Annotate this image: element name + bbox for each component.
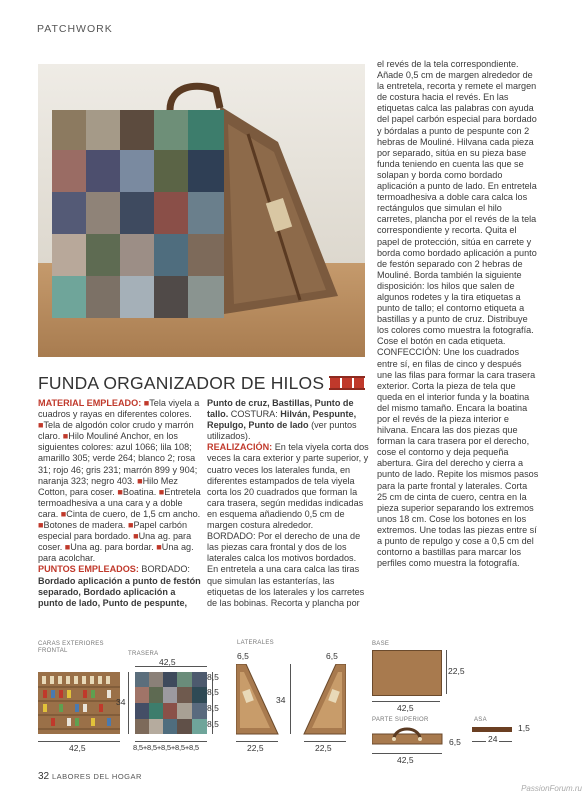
section-header: PATCHWORK xyxy=(37,23,113,35)
patchwork-grid xyxy=(52,110,224,318)
page-number: 32 xyxy=(38,771,50,782)
sides-pattern-diagram xyxy=(236,664,346,736)
back-row-1: 8,5 xyxy=(207,672,219,682)
spool-icons xyxy=(329,373,365,393)
back-label: TRASERA xyxy=(128,651,159,657)
top-pattern-diagram xyxy=(372,724,444,746)
back-width: 42,5 xyxy=(159,657,176,667)
handle-height: 1,5 xyxy=(518,723,530,733)
side-height: 34 xyxy=(276,695,286,705)
back-columns: 8,5+8,5+8,5+8,5+8,5 xyxy=(133,743,199,752)
base-height: 22,5 xyxy=(448,666,465,676)
back-row-4: 8,5 xyxy=(207,719,219,729)
top-width: 42,5 xyxy=(397,755,414,765)
handle-pattern xyxy=(472,727,512,732)
materials-column: MATERIAL EMPLEADO: ■Tela viyela a cuadros y rayas en diferentes colores. ■Tela de algodón color crudo y marrón claro. ■Hilo Mouliné Anchor, en los siguientes colores: azul 1066; lila 108; amarillo 305; verde 264; blanco 2; rosa 31; rojo 46; gris 231; marrón 899 y 904; naranja 323; negro 403. ■Hilo Mez Cotton, para coser. ■Boatina. ■Entretela termoadhesiva a una cara y a doble cara. ■Cinta de cuero, de 1,5 cm ancho. ■Botones de madera. ■Papel carbón especial para bordado. ■Una ag. para coser. ■Una ag. para bordar. ■Una ag. para acolchar. PUNTOS EMPLEADOS: BORDADO: Bordado aplicación a punto de festón separado, Bordado aplicación a punto de lado, Punto de pespunte, xyxy=(38,398,201,608)
sides-label: LATERALES xyxy=(237,640,274,646)
handle-label: ASA xyxy=(474,717,487,723)
base-label: BASE xyxy=(372,641,390,647)
watermark: PassionForum.ru xyxy=(521,784,582,793)
base-pattern xyxy=(372,650,442,696)
back-row-2: 8,5 xyxy=(207,687,219,697)
front-width: 42,5 xyxy=(69,743,86,753)
product-photo xyxy=(38,64,365,357)
base-width: 42,5 xyxy=(397,703,414,713)
side-left-top: 6,5 xyxy=(237,651,249,661)
back-row-3: 8,5 xyxy=(207,703,219,713)
side-right-top: 6,5 xyxy=(326,651,338,661)
instructions-column-2: el revés de la tela correspondiente. Añade 0,5 cm de margen alrededor de la entretela, recorta y remete el margen de costura hacia el revés. En las etiquetas calca las palabras con ayuda del papel carbón especial para bordado y bórdalas a punto de pespunte con 2 hebras de Mouliné. Hilvana cada pieza por separado, sitúa en su pieza base funda teniendo en cuenta las que se solapan y borda como bordado aplicación a punto de lado. En entretela termoadhesiva a doble cara calca los rectángulos que simulan el hilo carretes, plancha por el revés de la tela correspondiente y recorta. Quita el papel de protección, sitúa en carrete y borda como bordado aplicación a punto de festón separado con 2 hebras de Mouliné. Borda también la siguiente disposición: los hilos que salen de algunos rodetes y la tira etiquetas a punto de tallo; el contorno etiqueta a bastillas y a punto de cruz. Distribuye los colores como muestra la fotografía. Cose el botón en cada etiqueta. CONFECCIÓN: Une los cuadrados entre sí, en filas de cinco y después une las filas para formar la cara trasera exterior. Corta la pieza de tela que queda en el interior funda y la boatina del mismo tamaño. Encara la boatina por el revés de la pieza interior e hilvana. Encara las dos piezas que forman la cara trasera por el derecho, cose el contorno y deja pequeña abertura. Gira del derecho y cierra a punto de lado. Repite los mismos pasos para la parte frontal y laterales. Corta 25 cm de cinta de cuero, centra en la pieza superior separando los extremos unos 18 cm. Cose los botones en los extremos. Une todas las piezas entre sí a punto de repulgo y cose a 0,5 cm del contorno a bastillas para marcar los perfiles como muestra la fotografía. xyxy=(377,59,539,569)
front-height: 34 xyxy=(116,697,126,707)
instructions-column-1: Punto de cruz, Bastillas, Punto de tallo. COSTURA: Hilván, Pespunte, Repulgo, Punto de lado (ver puntos utilizados). REALIZACIÓN: En tela viyela corta dos veces la cara exterior y parte superior, y cuatro veces los laterales funda, en diferentes estampados de tela viyela corta los 20 cuadrados que forman la cara trasera, según medidas indicadas en esquema añadiendo 0,5 cm de margen costura alrededor. BORDADO: Por el derecho de una de las piezas cara frontal y dos de los laterales calca los motivos bordados. En entretela a una cara calca las tiras que simulan las estanterías, las etiquetas de los laterales y los carretes de las bobinas. Recorta y plancha por xyxy=(207,398,369,608)
thread-organizer-cover-image xyxy=(38,64,365,357)
front-label: CARAS EXTERIORES FRONTAL xyxy=(38,641,104,654)
spool-icon xyxy=(329,376,365,390)
side-right-width: 22,5 xyxy=(315,743,332,753)
front-pattern-diagram xyxy=(38,672,120,734)
handle-width: 24 xyxy=(488,734,498,744)
back-pattern-diagram xyxy=(135,672,207,734)
article-title: FUNDA ORGANIZADOR DE HILOS xyxy=(38,373,365,394)
side-left-width: 22,5 xyxy=(247,743,264,753)
magazine-name: LABORES DEL HOGAR xyxy=(52,772,142,781)
top-label: PARTE SUPERIOR xyxy=(372,717,429,723)
top-height: 6,5 xyxy=(449,737,461,747)
